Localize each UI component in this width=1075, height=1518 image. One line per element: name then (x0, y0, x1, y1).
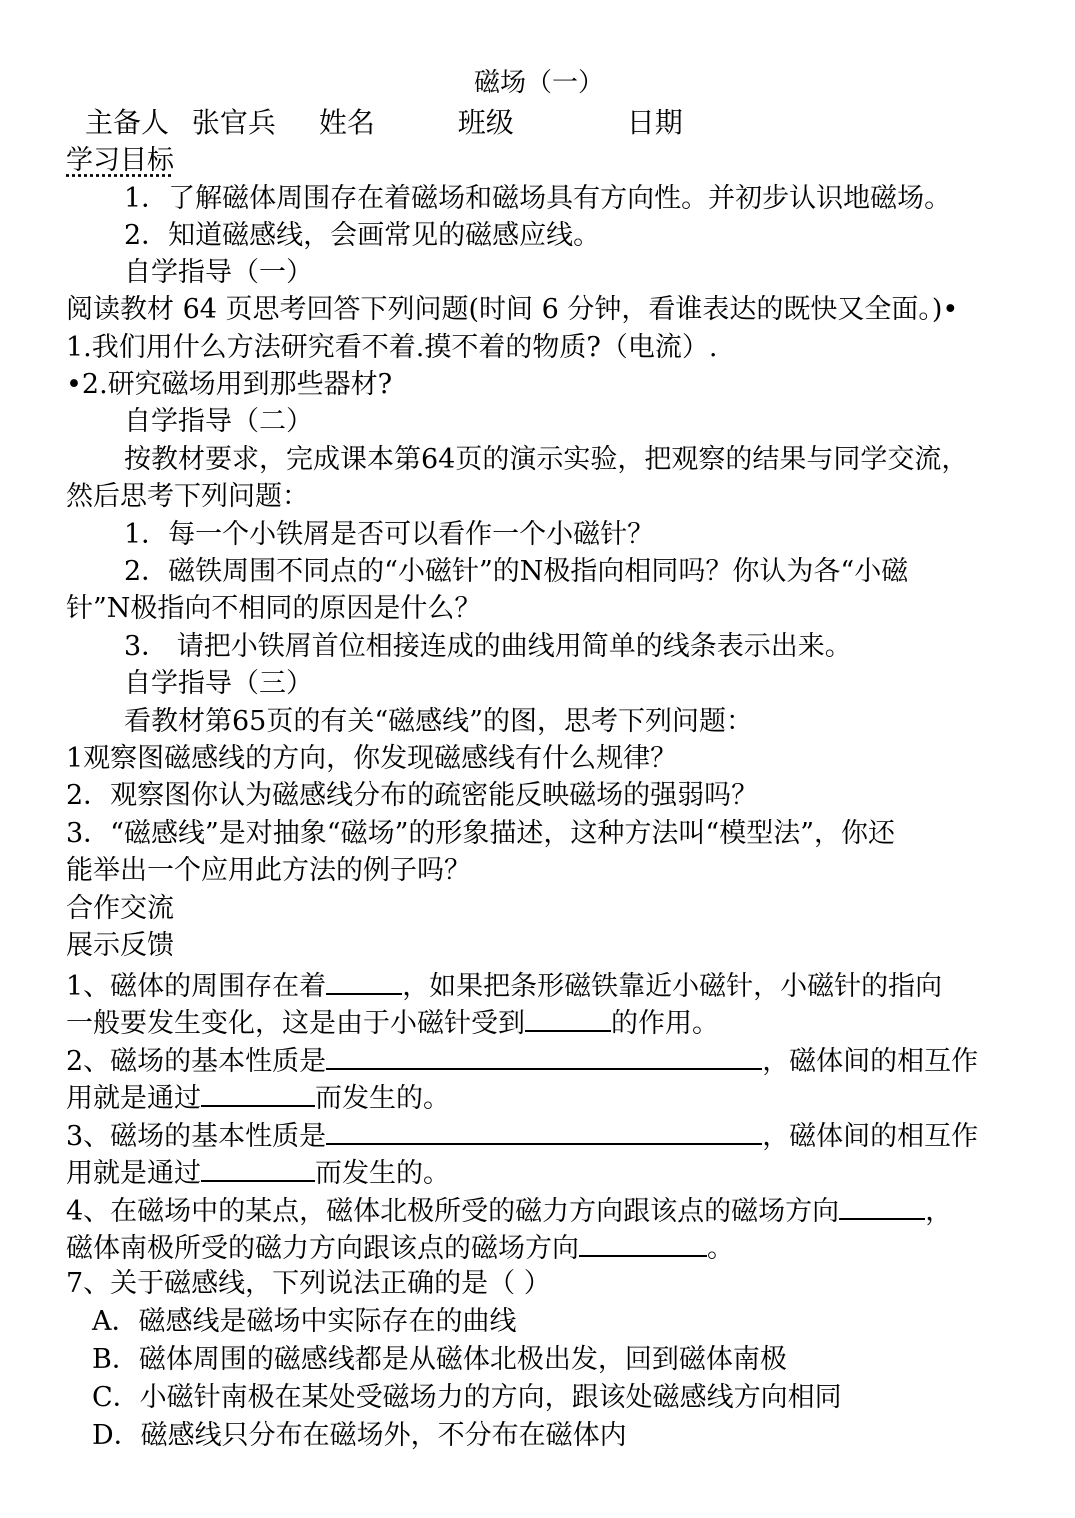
preparer-name: 张官兵 (191, 106, 276, 139)
fill-text: 用就是通过 (66, 1083, 201, 1114)
guide2-intro: 然后思考下列问题： (66, 481, 309, 512)
fill-text: 的作用。 (611, 1008, 719, 1039)
fill-item-4 (66, 1192, 952, 1229)
fill-blank[interactable] (326, 1042, 762, 1070)
class-label: 班级 (457, 106, 514, 139)
feedback-heading: 展示反馈 (66, 930, 174, 961)
fill-text: 1、磁体的周围存在着 (66, 971, 327, 1002)
fill-item-3-cont (66, 1154, 450, 1191)
fill-text: ，磁体间的相互作 (762, 1121, 979, 1152)
date-label: 日期 (626, 106, 683, 139)
preparer-label: 主备人 (85, 106, 170, 139)
fill-text: 4、在磁场中的某点，磁体北极所受的磁力方向跟该点的磁场方向 (66, 1196, 840, 1227)
fill-text: 而发生的。 (315, 1083, 450, 1114)
guide2-intro: 按教材要求，完成课本第64页的演示实验，把观察的结果与同学交流， (124, 444, 969, 475)
header-row (85, 106, 683, 140)
fill-blank[interactable] (579, 1229, 707, 1257)
guide3-question: 1观察图磁感线的方向，你发现磁感线有什么规律？ (66, 743, 678, 774)
fill-blank[interactable] (201, 1154, 315, 1182)
guide3-question: 2．观察图你认为磁感线分布的疏密能反映磁场的强弱吗？ (66, 780, 759, 811)
fill-item-2-cont (66, 1079, 450, 1116)
guide1-line: 1.我们用什么方法研究看不着.摸不着的物质?（电流）. (66, 332, 718, 363)
fill-text: 3、磁场的基本性质是 (66, 1121, 327, 1152)
guide1-heading: 自学指导（一） (124, 257, 313, 288)
objectives-heading: 学习目标 (66, 145, 174, 176)
fill-item-1 (66, 967, 942, 1004)
fill-text: ， (925, 1196, 953, 1227)
fill-text: ，磁体间的相互作 (762, 1046, 979, 1077)
fill-text: 用就是通过 (66, 1158, 201, 1189)
guide2-heading: 自学指导（二） (124, 406, 313, 437)
guide2-question: 1．每一个小铁屑是否可以看作一个小磁针？ (124, 519, 655, 550)
guide3-heading: 自学指导（三） (124, 668, 313, 699)
objective-item: 2．知道磁感线，会画常见的磁感应线。 (124, 220, 601, 251)
fill-blank[interactable] (839, 1192, 925, 1220)
fill-blank[interactable] (326, 1117, 762, 1145)
guide2-question: 针”N极指向不相同的原因是什么？ (66, 593, 482, 624)
guide2-question: 2．磁铁周围不同点的“小磁针”的N极指向相同吗？你认为各“小磁 (124, 556, 909, 587)
fill-item-2 (66, 1042, 978, 1079)
objective-item: 1．了解磁体周围存在着磁场和磁场具有方向性。并初步认识地磁场。 (124, 183, 952, 214)
fill-text: 。 (707, 1233, 734, 1264)
guide3-intro: 看教材第65页的有关“磁感线”的图，思考下列问题： (124, 706, 753, 737)
fill-text: 磁体南极所受的磁力方向跟该点的磁场方向 (66, 1233, 579, 1264)
mc-option-b[interactable]: B．磁体周围的磁感线都是从磁体北极出发，回到磁体南极 (92, 1344, 787, 1375)
mc-option-d[interactable]: D．磁感线只分布在磁场外，不分布在磁体内 (92, 1420, 627, 1451)
fill-item-1-cont (66, 1004, 719, 1041)
name-label: 姓名 (318, 106, 375, 139)
guide3-question: 3．“磁感线”是对抽象“磁场”的形象描述，这种方法叫“模型法”，你还 (66, 818, 895, 849)
fill-blank[interactable] (201, 1079, 315, 1107)
fill-text: 而发生的。 (315, 1158, 450, 1189)
guide1-line: 阅读教材 64 页思考回答下列问题(时间 6 分钟，看谁表达的既快又全面。)• (66, 294, 959, 325)
fill-blank[interactable] (525, 1004, 611, 1032)
page-title: 磁场（一） (474, 68, 605, 98)
guide3-question: 能举出一个应用此方法的例子吗？ (66, 855, 471, 886)
guide1-line: •2.研究磁场用到那些器材? (66, 369, 393, 400)
fill-text: ，如果把条形磁铁靠近小磁针，小磁针的指向 (402, 971, 943, 1002)
cooperate-heading: 合作交流 (66, 893, 174, 924)
fill-blank[interactable] (326, 967, 402, 995)
guide2-question: 3． 请把小铁屑首位相接连成的曲线用简单的线条表示出来。 (124, 631, 852, 662)
fill-text: 一般要发生变化，这是由于小磁针受到 (66, 1008, 525, 1039)
mc-option-a[interactable]: A．磁感线是磁场中实际存在的曲线 (92, 1306, 517, 1337)
mc-stem: 7、关于磁感线，下列说法正确的是（ ） (66, 1268, 551, 1299)
fill-item-4-cont (66, 1229, 734, 1266)
fill-text: 2、磁场的基本性质是 (66, 1046, 327, 1077)
mc-option-c[interactable]: C．小磁针南极在某处受磁场力的方向，跟该处磁感线方向相同 (92, 1382, 842, 1413)
fill-item-3 (66, 1117, 978, 1154)
